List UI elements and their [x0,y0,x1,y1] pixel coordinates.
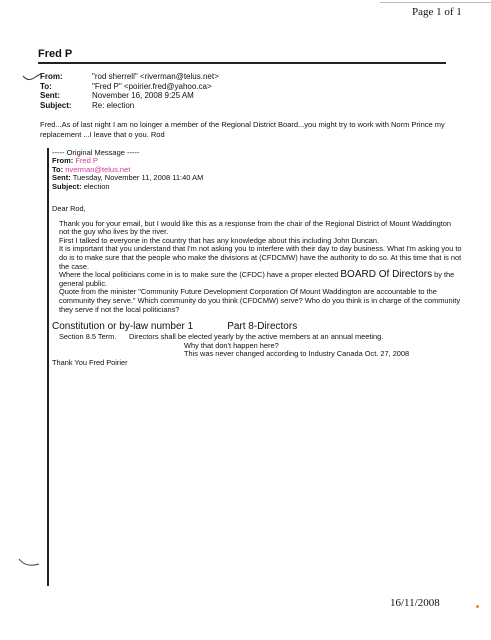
reply-text: Fred...As of last night I am no loinger a member of the Regional District Board...you might try to work with Norm Prince my replacement ...I leave that o you. Rod [40,120,445,139]
signoff: Thank You Fred Poirier [52,357,128,367]
pen-mark-icon [18,556,40,570]
original-sent: Sent: Tuesday, November 11, 2008 11:40 AM [52,173,204,183]
header-sent: Sent: November 16, 2008 9:25 AM [40,91,194,100]
paragraph: Thank you for your email, but I would like this as a response from the chair of the Regional District of Mount Waddington not the guy who lives by the river. [59,218,452,237]
original-divider: ----- Original Message ----- [52,148,140,157]
greeting: Dear Rod, [52,204,86,213]
paragraph: Quote from the minister "Community Future Development Corporation Of Mount Waddington are accountable to the community they serve." Which community do you think (CFDCMW) serve? Who do you think is in charge of the community they serve if not the local politicians? [59,287,461,314]
original-message-header [52,149,203,191]
header-to: To: "Fred P" <poirier.fred@yahoo.ca> [40,81,212,91]
header-from: From: "rod sherrell" <riverman@telus.net> [40,72,219,81]
section-line: Section 8.5 Term. Directors shall be elected yearly by the active members at an annual meeting. [59,332,384,342]
question-line: Why that don't happen here? [184,340,279,350]
paragraph: First I talked to everyone in the country that has any knowledge about this including John Duncan. [59,235,380,245]
pen-mark-icon [22,72,42,86]
sender-title: Fred P [38,48,73,60]
footer-date: 16/11/2008 [390,597,440,609]
message-body [52,205,462,368]
top-rule [380,2,491,3]
paragraph: It is important that you understand that I'm not asking you to interfere with their day to day business. What I'm asking you to do is to make sure that the people who make the divisions at (CFDCMW) have the authority to do so. At this time that is not the case. [59,244,462,271]
paragraph: Where the local politicians come in is to make sure the (CFDC) have a proper elected BOARD Of Directors by the general public. [59,269,455,288]
question-line: This was never changed according to Industry Canada Oct. 27, 2008 [184,349,410,359]
header-subject: Subject: Re: election [40,100,135,110]
email-headers [40,72,219,110]
title-rule [38,62,446,64]
quote-bar [47,148,49,586]
constitution-heading: Constitution or by-law number 1 Part 8-Directors [52,321,298,333]
original-to: To: riverman@telus.net [52,164,131,174]
page-number: Page 1 of 1 [412,6,462,18]
original-subject: Subject: election [52,181,110,191]
original-from: From: Fred P [52,156,98,166]
orange-dot [476,605,479,608]
